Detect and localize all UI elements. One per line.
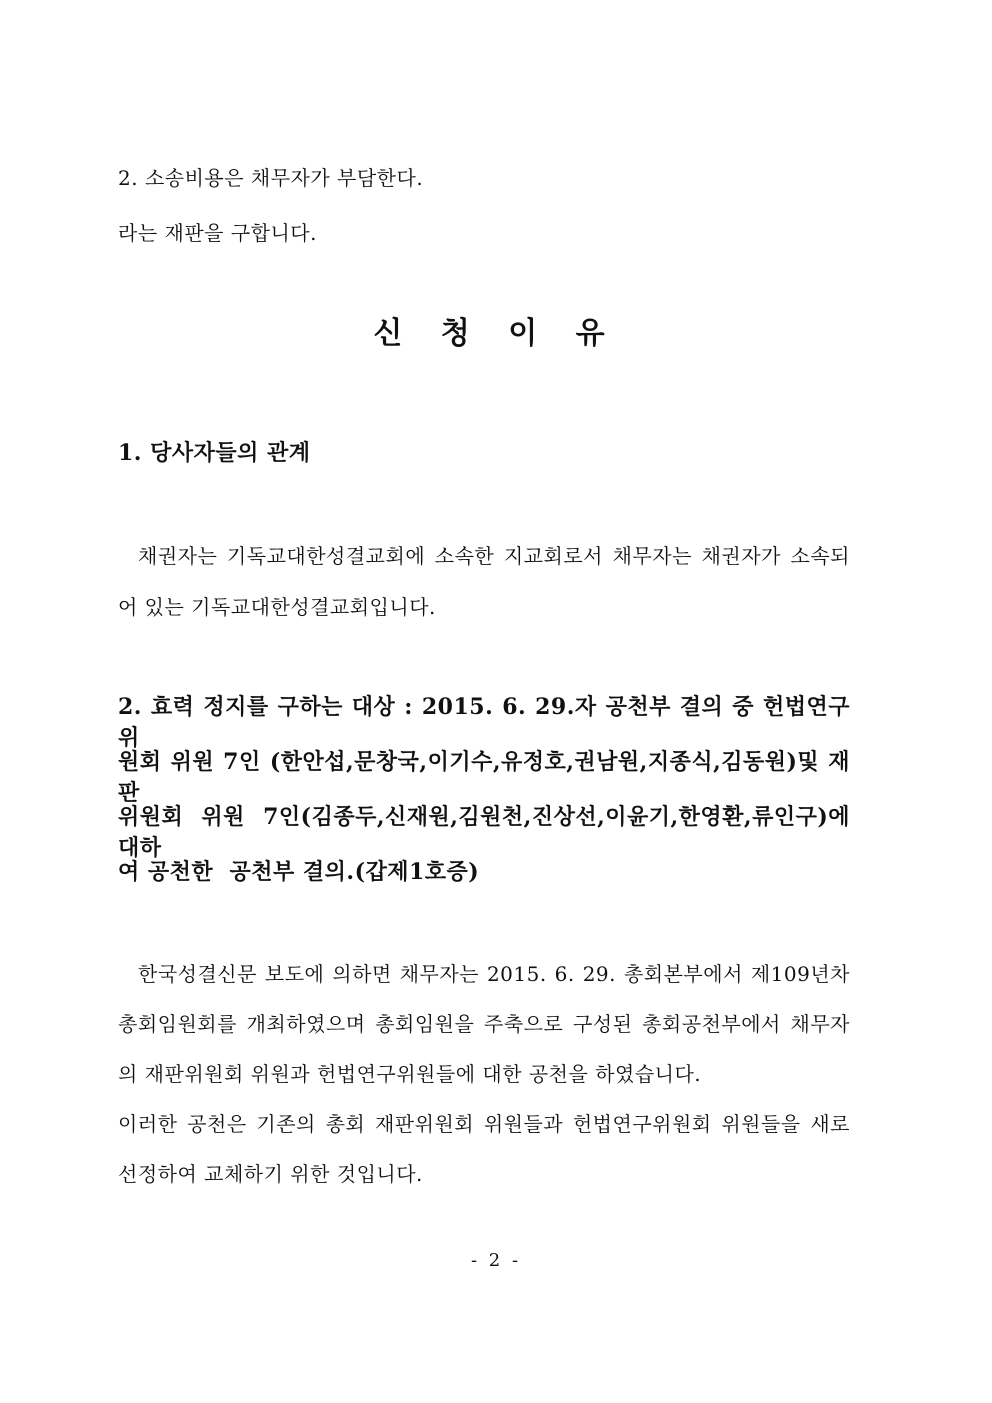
reasons-title: 신 청 이 유 — [373, 316, 619, 351]
section-2-para-line-3: 의 재판위원회 위원과 헌법연구위원들에 대한 공천을 하였습니다. — [118, 1062, 702, 1086]
section-1-line-1: 채권자는 기독교대한성결교회에 소속한 지교회로서 채무자는 채권자가 소속되 — [138, 544, 850, 568]
section-2-heading-line-3: 위원회 위원 7인(김종두,신재원,김원천,진상선,이윤기,한영환,류인구)에 대하 — [118, 804, 850, 861]
section-2-para-line-2: 총회임원회를 개최하였으며 총회임원을 주축으로 구성된 총회공천부에서 채무자 — [118, 1012, 850, 1036]
request-closing: 라는 재판을 구합니다. — [118, 221, 317, 245]
request-item-2: 2. 소송비용은 채무자가 부담한다. — [118, 166, 424, 190]
section-2-para-line-4: 이러한 공천은 기존의 총회 재판위원회 위원들과 헌법연구위원회 위원들을 새로 — [118, 1112, 850, 1136]
section-2-heading-line-4: 여 공천한 공천부 결의.(갑제1호증) — [118, 859, 480, 885]
section-1-heading: 1. 당사자들의 관계 — [118, 440, 311, 466]
page-number: - 2 - — [470, 1250, 522, 1271]
section-2-heading-line-2: 원회 위원 7인 (한안섭,문창국,이기수,유정호,권남원,지종식,김동원)및 재판 — [118, 749, 850, 806]
section-1-line-2: 어 있는 기독교대한성결교회입니다. — [118, 595, 436, 619]
section-2-heading-line-1: 2. 효력 정지를 구하는 대상 : 2015. 6. 29.자 공천부 결의 중 헌법연구위 — [118, 694, 850, 751]
section-2-para-line-1: 한국성결신문 보도에 의하면 채무자는 2015. 6. 29. 총회본부에서 제109년차 — [138, 962, 850, 986]
section-2-para-line-5: 선정하여 교체하기 위한 것입니다. — [118, 1162, 423, 1186]
